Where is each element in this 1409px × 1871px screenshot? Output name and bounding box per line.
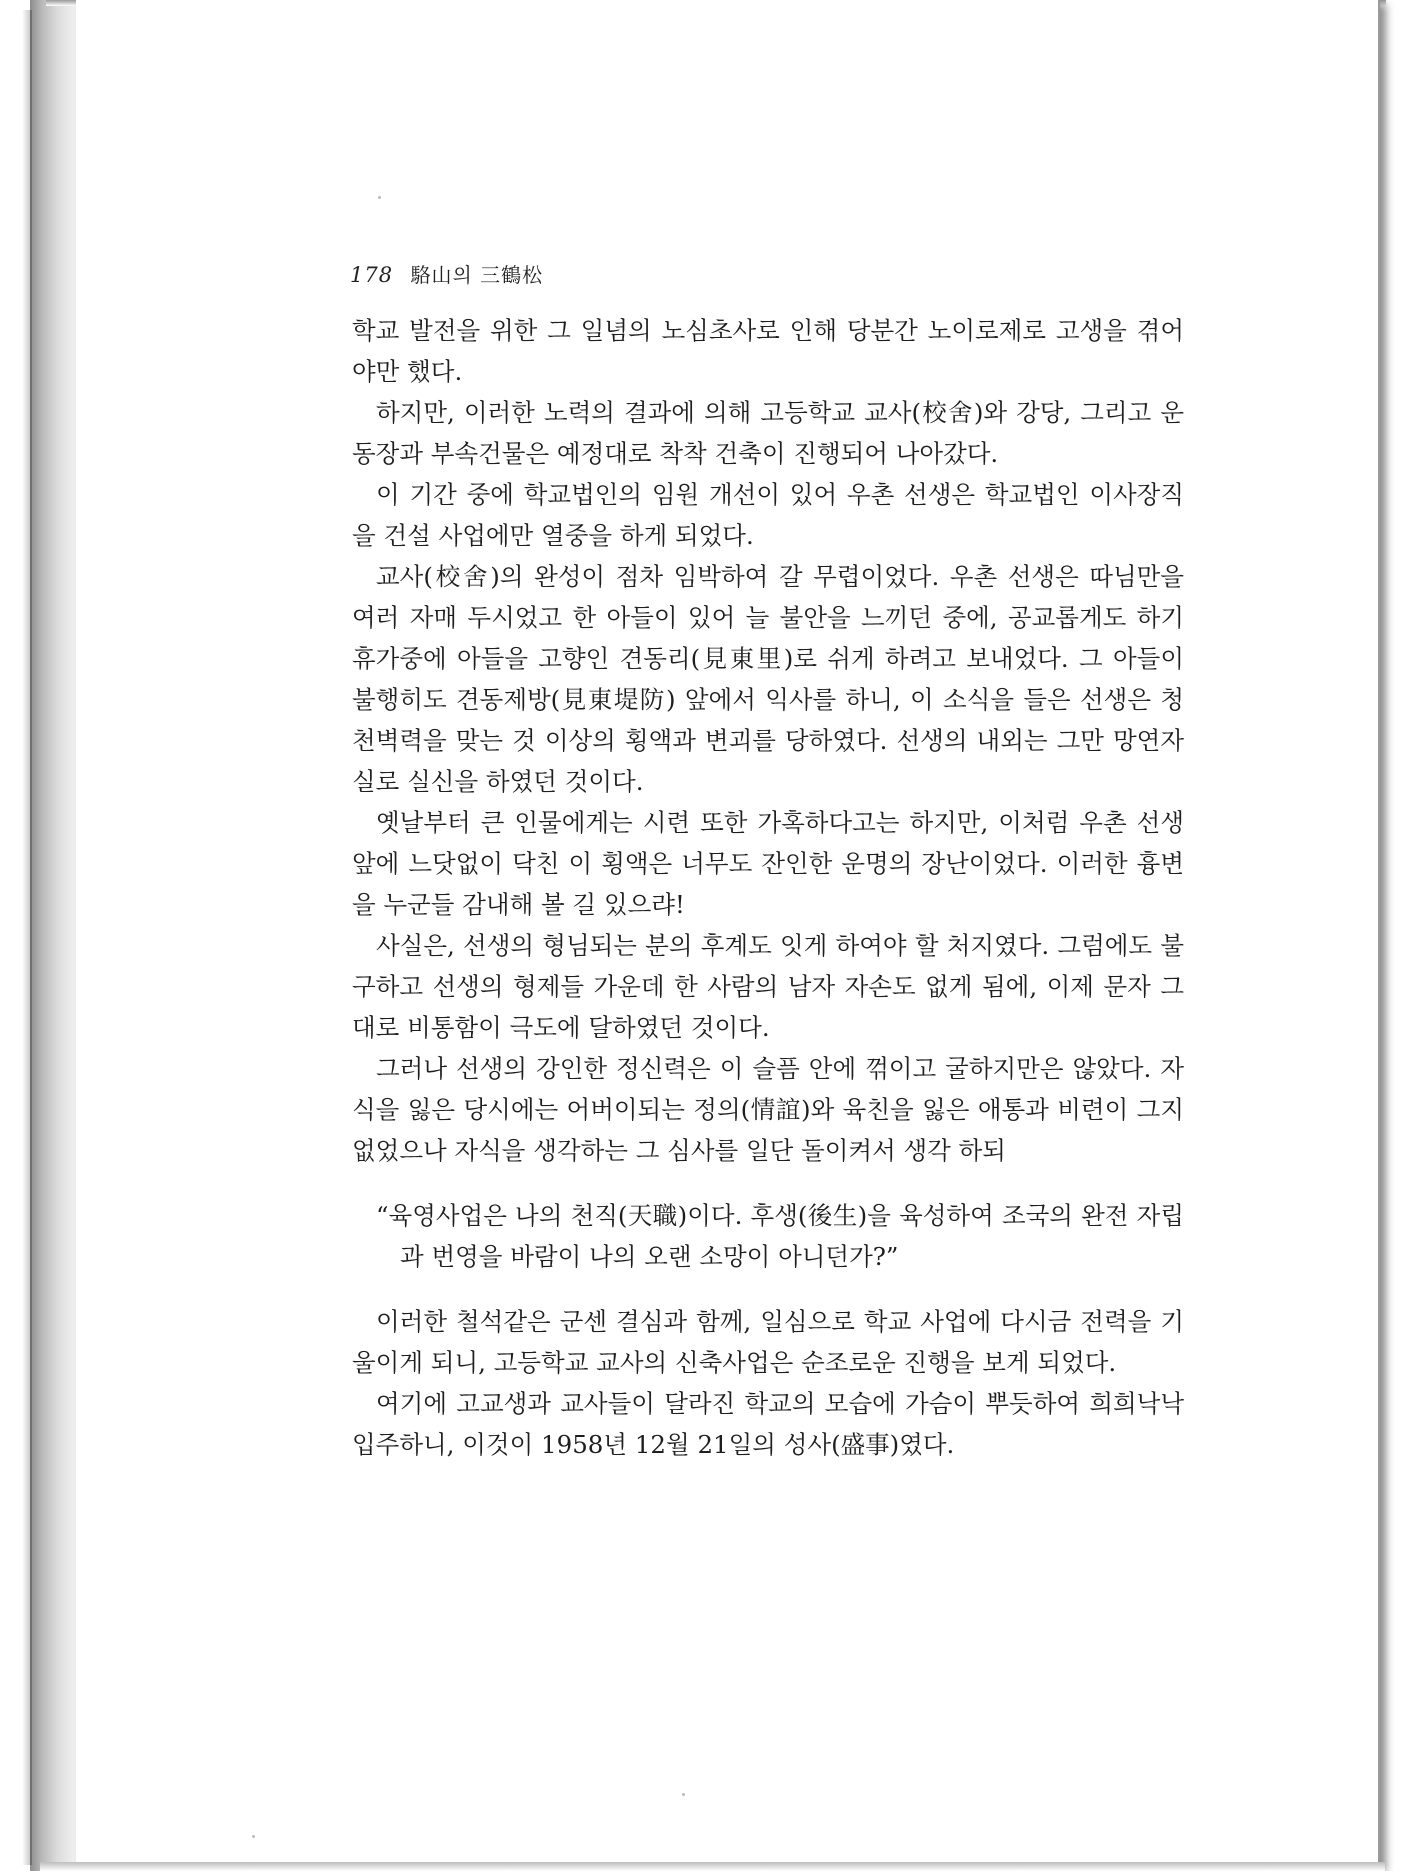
paragraph: 하지만, 이러한 노력의 결과에 의해 고등학교 교사(校舍)와 강당, 그리고 운동장과 부속건물은 예정대로 착착 건축이 진행되어 나아갔다. <box>352 398 1184 468</box>
book-title: 駱山의 三鶴松 <box>410 263 544 287</box>
paragraph: 옛날부터 큰 인물에게는 시련 또한 가혹하다고는 하지만, 이처럼 우촌 선생 앞에 느닷없이 닥친 이 횡액은 너무도 잔인한 운명의 장난이었다. 이러한 흉변을 누군들 감내해 볼 길 있으랴! <box>352 808 1184 919</box>
paragraph: 사실은, 선생의 형님되는 분의 후계도 잇게 하여야 할 처지였다. 그럼에도 불구하고 선생의 형제들 가운데 한 사람의 남자 자손도 없게 됨에, 이제 문자 그대로 비통함이 극도에 달하였던 것이다. <box>352 931 1184 1042</box>
paragraph: 학교 발전을 위한 그 일념의 노심초사로 인해 당분간 노이로제로 고생을 겪어야만 했다. <box>352 316 1184 386</box>
page-bottom-shadow <box>40 1862 1385 1871</box>
scan-speck <box>378 196 381 199</box>
quote-text: “육영사업은 나의 천직(天職)이다. 후생(後生)을 육성하여 조국의 완전 자립과 번영을 바람이 나의 오랜 소망이 아니던가?” <box>376 1201 1184 1271</box>
scan-speck <box>252 1835 255 1838</box>
paragraph: 교사(校舍)의 완성이 점차 임박하여 갈 무렵이었다. 우촌 선생은 따님만을 여러 자매 두시었고 한 아들이 있어 늘 불안을 느끼던 중에, 공교롭게도 하기 휴가중에 아들을 고향인 견동리(見東里)로 쉬게 하려고 보내었다. 그 아들이 불행히도 견동제방(見東堤防) 앞에서 익사를 하니, 이 소식을 들은 선생은 청천벽력을 맞는 것 이상의 횡액과 변괴를 당하였다. 선생의 내외는 그만 망연자실로 실신을 하였던 것이다. <box>352 562 1184 796</box>
block-quote <box>376 1195 1184 1277</box>
paragraph: 이러한 철석같은 군센 결심과 함께, 일심으로 학교 사업에 다시금 전력을 기울이게 되니, 고등학교 교사의 신축사업은 순조로운 진행을 보게 되었다. <box>352 1307 1184 1377</box>
page-body <box>352 310 1184 1465</box>
scan-speck <box>682 1793 685 1796</box>
paragraph: 이 기간 중에 학교법인의 임원 개선이 있어 우촌 선생은 학교법인 이사장직을 건설 사업에만 열중을 하게 되었다. <box>352 480 1184 550</box>
running-header <box>350 259 543 288</box>
book-spine-edge <box>30 0 76 1871</box>
paragraph: 여기에 고교생과 교사들이 달라진 학교의 모습에 가슴이 뿌듯하여 희희낙낙 입주하니, 이것이 1958년 12월 21일의 성사(盛事)였다. <box>352 1389 1184 1459</box>
page-number: 178 <box>350 263 394 287</box>
paragraph: 그러나 선생의 강인한 정신력은 이 슬픔 안에 꺾이고 굴하지만은 않았다. 자식을 잃은 당시에는 어버이되는 정의(情誼)와 육친을 잃은 애통과 비련이 그지 없었으나 자식을 생각하는 그 심사를 일단 돌이켜서 생각 하되 <box>352 1054 1184 1165</box>
